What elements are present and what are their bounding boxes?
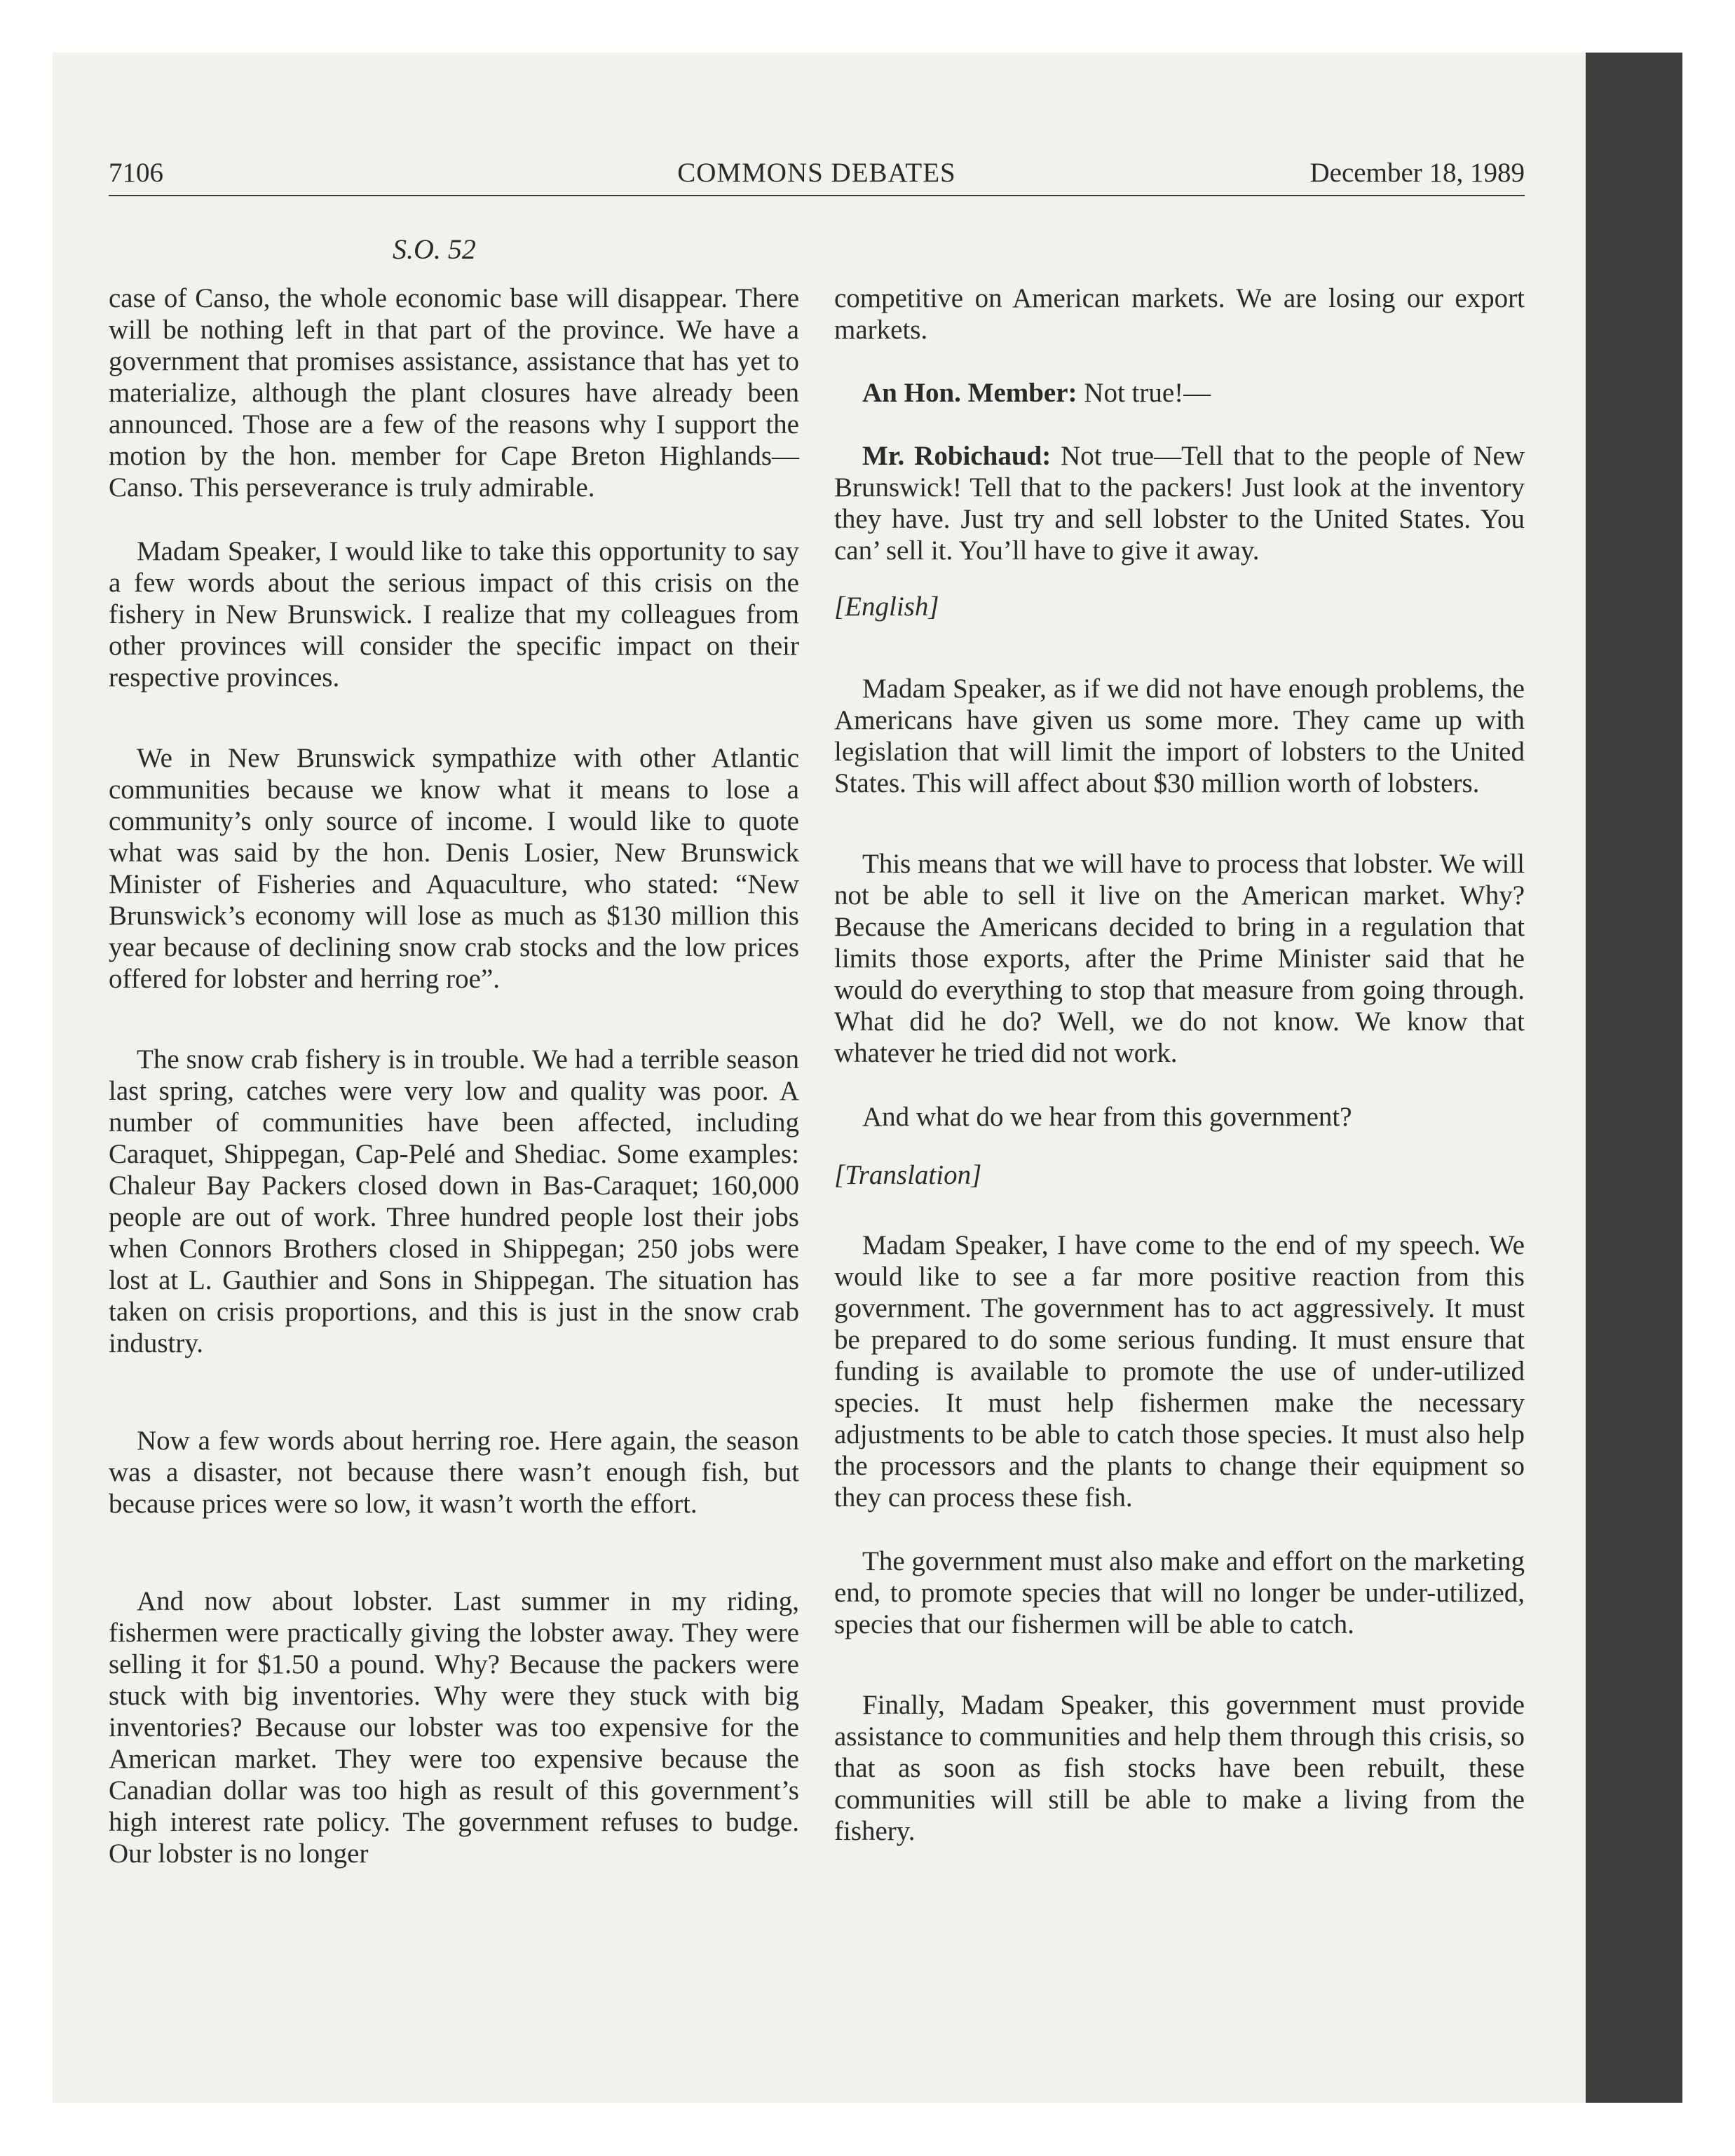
page-header	[109, 156, 1525, 196]
paragraph: The snow crab fishery is in trouble. We had a terrible season last spring, catches were very low and quality was poor. A number of communities have been affected, including Caraquet, Shippegan, Cap-Pelé and Shediac. Some examples: Chaleur Bay Packers closed down in Bas-Caraquet; 160,000 people are out of work. Three hundred people lost their jobs when Connors Brothers closed in Shippegan; 250 jobs were lost at L. Gauthier and Sons in Shippegan. The situation has taken on crisis proportions, and this is just in the snow crab industry.	[109, 1044, 799, 1358]
standing-order-label: S.O. 52	[393, 233, 476, 265]
speaker-name: An Hon. Member:	[862, 378, 1077, 408]
publication-title: COMMONS DEBATES	[677, 158, 956, 188]
paragraph: Madam Speaker, as if we did not have enough problems, the Americans have given us some more. They came up with legislation that will limit the import of lobsters to the United States. This will affect about $30 million worth of lobsters.	[834, 674, 1525, 798]
right-column	[834, 282, 1525, 1847]
paragraph: The government must also make and effort on the marketing end, to promote species that will no longer be under-utilized, species that our fishermen will be able to catch.	[834, 1546, 1525, 1639]
sitting-date: December 18, 1989	[1309, 158, 1525, 188]
paragraph: And now about lobster. Last summer in my riding, fishermen were practically giving the lobster away. They were selling it for $1.50 a pound. Why? Because the packers were stuck with big inventories. Why were they stuck with big inventories? Because our lobster was too expensive for the American market. They were too expensive because the Canadian dollar was too high as result of this government’s high interest rate policy. The government refuses to budge. Our lobster is no longer	[109, 1586, 799, 1869]
language-label: [Translation]	[834, 1160, 982, 1190]
paragraph: This means that we will have to process that lobster. We will not be able to sell it live on the American market. Why? Because the Americans decided to bring in a regulation that limits those exports, after the Prime Minister said that he would do everything to stop that measure from going through. What did he do? Well, we do not know. We know that whatever he tried did not work.	[834, 849, 1525, 1068]
paragraph: Finally, Madam Speaker, this government must provide assistance to communities and help them through this crisis, so that as soon as fish stocks have been rebuilt, these communities will still be able to make a living from the fishery.	[834, 1690, 1525, 1846]
speaker-name: Mr. Robichaud:	[862, 441, 1052, 471]
binding-shadow	[1586, 53, 1682, 2103]
paragraph: We in New Brunswick sympathize with other Atlantic communities because we know what it means to lose a community’s only source of income. I would like to quote what was said by the hon. Denis Losier, New Brunswick Minister of Fisheries and Aquaculture, who stated: “New Brunswick’s economy will lose as much as $130 million this year because of declining snow crab stocks and the low prices offered for lobster and herring roe”.	[109, 743, 799, 994]
paragraph: competitive on American markets. We are losing our export markets.	[834, 283, 1525, 345]
speech-text: Not true—Tell that to the people of New Brunswick! Tell that to the packers! Just look at the inventory they have. Just try and sell lobster to the United States. You can’ sell it. You’ll have to give it away.	[834, 441, 1525, 566]
interjection	[834, 377, 1525, 409]
paragraph: Now a few words about herring roe. Here again, the season was a disaster, not because there wasn’t enough fish, but because prices were so low, it wasn’t worth the effort.	[109, 1426, 799, 1519]
paragraph: Madam Speaker, I would like to take this opportunity to say a few words about the serious impact of this crisis on the fishery in New Brunswick. I realize that my colleagues from other provinces will consider the specific impact on their respective provinces.	[109, 536, 799, 692]
left-column	[109, 282, 799, 1869]
paragraph: And what do we hear from this government?	[862, 1102, 1352, 1132]
paragraph: case of Canso, the whole economic base will disappear. There will be nothing left in that part of the province. We have a government that promises assistance, assistance that has yet to materialize, although the plant closures have already been announced. Those are a few of the reasons why I support the motion by the hon. member for Cape Breton Highlands—Canso. This perseverance is truly admirable.	[109, 283, 799, 503]
page-number: 7106	[109, 158, 163, 188]
language-label: [English]	[834, 592, 939, 622]
paragraph: Madam Speaker, I have come to the end of my speech. We would like to see a far more positive reaction from this government. The government has to act aggressively. It must be prepared to do some serious funding. It must ensure that funding is available to promote the use of under-utilized species. It must help fishermen make the necessary adjustments to be able to catch those species. It must also help the processors and the plants to change their equipment so they can process these fish.	[834, 1230, 1525, 1513]
speech-text: Not true!—	[1084, 378, 1211, 408]
speech	[834, 440, 1525, 566]
